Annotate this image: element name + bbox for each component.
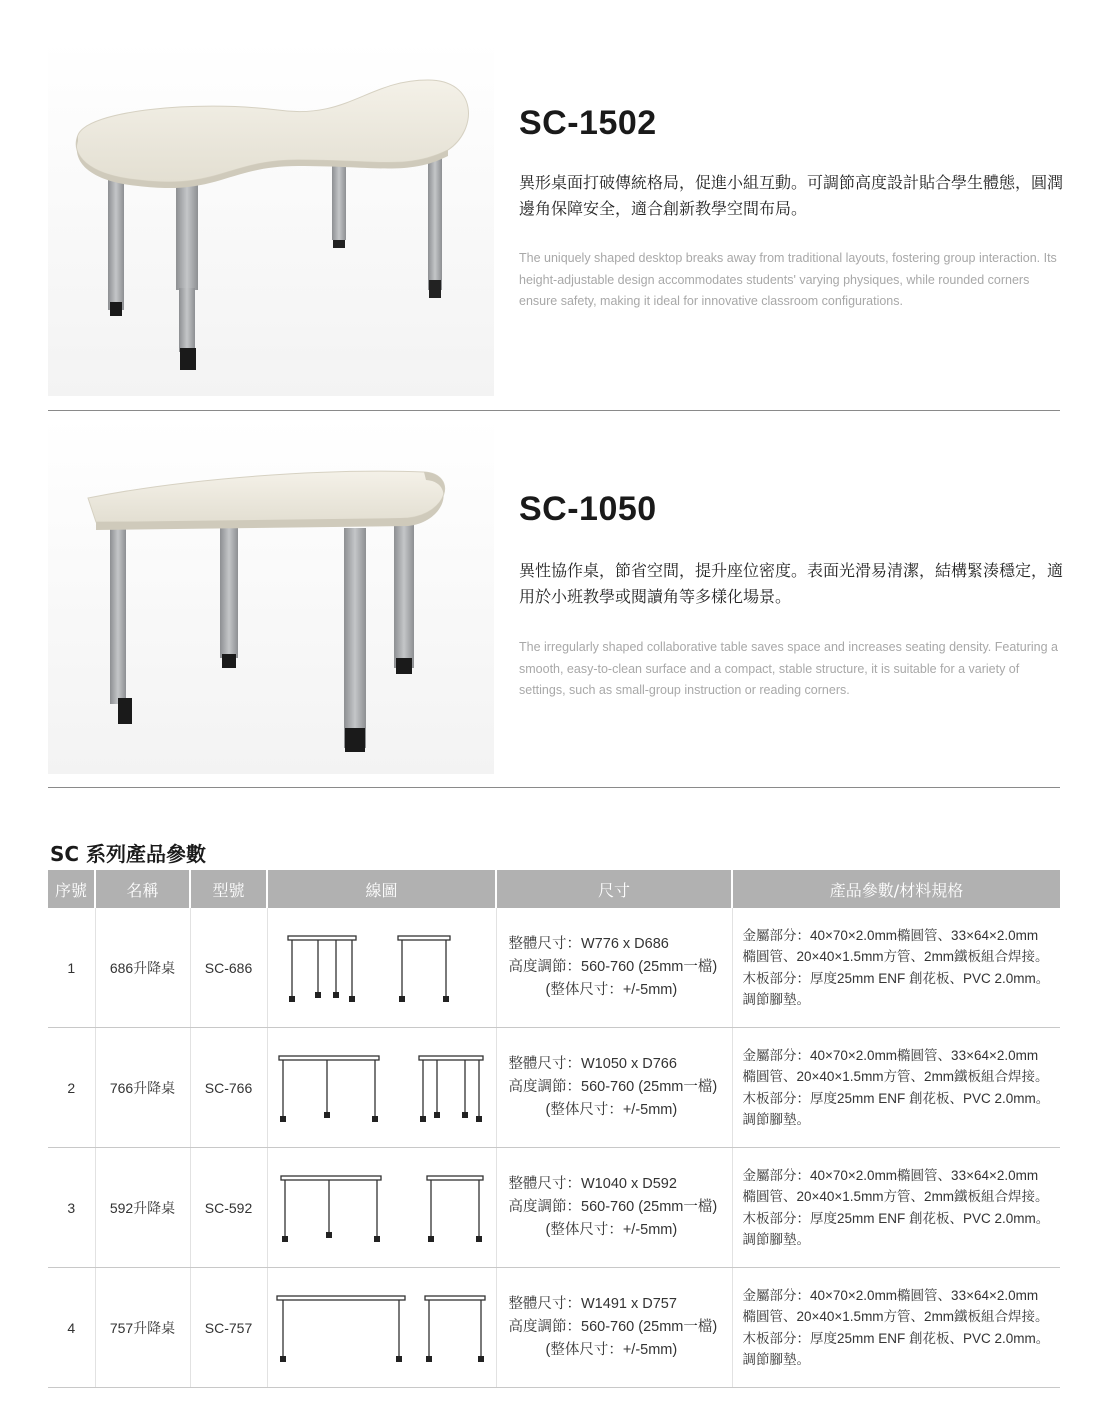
row-model: SC-766 [190, 1028, 267, 1148]
spec-metal: 金屬部分：40×70×2.0mm橢圓管、33×64×2.0mm [742, 927, 1039, 943]
spec-wood: 木板部分：厚度25mm ENF 創花板、PVC 2.0mm。 [742, 1090, 1050, 1106]
row-size [496, 908, 732, 1028]
row-line-drawing [267, 1148, 496, 1268]
row-spec [732, 1268, 1060, 1388]
product-photo-sc-1050 [48, 418, 494, 774]
size-height-adjust: 高度調節：560-760 (25mm一檔) [508, 1199, 718, 1215]
table-line-drawing-icon [282, 928, 482, 1008]
product-section-1 [48, 40, 1064, 396]
spec-wood: 木板部分：厚度25mm ENF 創花板、PVC 2.0mm。 [742, 970, 1050, 986]
table-line-drawing-icon [275, 1288, 489, 1368]
section-divider [48, 410, 1060, 411]
header-spec: 產品參數/材料規格 [732, 870, 1060, 908]
size-tolerance: (整体尺寸：+/-5mm) [545, 982, 678, 998]
row-spec [732, 1028, 1060, 1148]
product-description-en: The uniquely shaped desktop breaks away from traditional layouts, fostering group interaction. Its height-adjustable design accommodates students' varying physiques, while rounded corners ensure safety, making it ideal for innovative classroom configurations. [519, 251, 1057, 308]
row-size [496, 1268, 732, 1388]
spec-wood: 木板部分：厚度25mm ENF 創花板、PVC 2.0mm。 [742, 1210, 1050, 1226]
spec-table-header-row [48, 870, 1060, 908]
size-tolerance: (整体尺寸：+/-5mm) [545, 1102, 678, 1118]
header-name: 名稱 [95, 870, 190, 908]
size-height-adjust: 高度調節：560-760 (25mm一檔) [508, 959, 718, 975]
row-size [496, 1148, 732, 1268]
table-line-drawing-icon [277, 1048, 487, 1128]
row-no: 3 [48, 1148, 95, 1268]
spec-table [48, 870, 1060, 1388]
spec-metal: 金屬部分：40×70×2.0mm橢圓管、33×64×2.0mm [742, 1287, 1039, 1303]
size-overall: 整體尺寸：W776 x D686 [508, 936, 669, 952]
product-description-zh: 異形桌面打破傳統格局，促進小組互動。可調節高度設計貼合學生體態，圓潤邊角保障安全，適合創新教學空間布局。 [519, 173, 1064, 218]
table-line-drawing-icon [277, 1168, 487, 1248]
spec-foot: 調節腳墊。 [742, 1352, 810, 1367]
size-overall: 整體尺寸：W1050 x D766 [508, 1056, 677, 1072]
table-row [48, 1028, 1060, 1148]
product-description-en: The irregularly shaped collaborative table saves space and increases seating density. Featuring a smooth, easy-to-clean surface and a compact, stable structure, it is suitable for a variety of settings, such as small-group instruction or reading corners. [519, 640, 1058, 697]
spec-tube: 橢圓管、20×40×1.5mm方管、2mm鐵板組合焊接。 [742, 1309, 1049, 1324]
peanut-table-illustration [48, 40, 494, 396]
header-size: 尺寸 [496, 870, 732, 908]
row-no: 4 [48, 1268, 95, 1388]
size-overall: 整體尺寸：W1491 x D757 [508, 1296, 677, 1312]
row-no: 2 [48, 1028, 95, 1148]
half-round-table-illustration [48, 418, 494, 774]
product-photo-sc-1502 [48, 40, 494, 396]
row-size [496, 1028, 732, 1148]
spec-metal: 金屬部分：40×70×2.0mm橢圓管、33×64×2.0mm [742, 1047, 1039, 1063]
row-spec [732, 908, 1060, 1028]
product-model-title: SC-1502 [519, 104, 657, 142]
spec-tube: 橢圓管、20×40×1.5mm方管、2mm鐵板組合焊接。 [742, 949, 1049, 964]
row-name: 686升降桌 [95, 908, 190, 1028]
spec-wood: 木板部分：厚度25mm ENF 創花板、PVC 2.0mm。 [742, 1330, 1050, 1346]
row-name: 592升降桌 [95, 1148, 190, 1268]
row-line-drawing [267, 1028, 496, 1148]
size-overall: 整體尺寸：W1040 x D592 [508, 1176, 677, 1192]
row-spec [732, 1148, 1060, 1268]
row-line-drawing [267, 1268, 496, 1388]
table-row [48, 908, 1060, 1028]
table-row [48, 1148, 1060, 1268]
spec-metal: 金屬部分：40×70×2.0mm橢圓管、33×64×2.0mm [742, 1167, 1039, 1183]
size-height-adjust: 高度調節：560-760 (25mm一檔) [508, 1079, 718, 1095]
row-model: SC-592 [190, 1148, 267, 1268]
row-name: 757升降桌 [95, 1268, 190, 1388]
row-no: 1 [48, 908, 95, 1028]
row-model: SC-686 [190, 908, 267, 1028]
header-model: 型號 [190, 870, 267, 908]
spec-foot: 調節腳墊。 [742, 1232, 810, 1247]
product-description-zh: 異性協作桌，節省空間，提升座位密度。表面光滑易清潔，結構緊湊穩定，適用於小班教學或閱讀角等多樣化場景。 [519, 561, 1064, 606]
product-section-2 [48, 418, 1064, 774]
section-divider [48, 787, 1060, 788]
size-height-adjust: 高度調節：560-760 (25mm一檔) [508, 1319, 718, 1335]
product-model-title: SC-1050 [519, 490, 657, 528]
size-tolerance: (整体尺寸：+/-5mm) [545, 1342, 678, 1358]
spec-table-title: SC 系列產品參數 [50, 842, 207, 866]
row-model: SC-757 [190, 1268, 267, 1388]
table-row [48, 1268, 1060, 1388]
header-line-drawing: 線圖 [267, 870, 496, 908]
header-no: 序號 [48, 870, 95, 908]
spec-foot: 調節腳墊。 [742, 1112, 810, 1127]
size-tolerance: (整体尺寸：+/-5mm) [545, 1222, 678, 1238]
row-name: 766升降桌 [95, 1028, 190, 1148]
row-line-drawing [267, 908, 496, 1028]
spec-tube: 橢圓管、20×40×1.5mm方管、2mm鐵板組合焊接。 [742, 1069, 1049, 1084]
spec-foot: 調節腳墊。 [742, 992, 810, 1007]
spec-tube: 橢圓管、20×40×1.5mm方管、2mm鐵板組合焊接。 [742, 1189, 1049, 1204]
